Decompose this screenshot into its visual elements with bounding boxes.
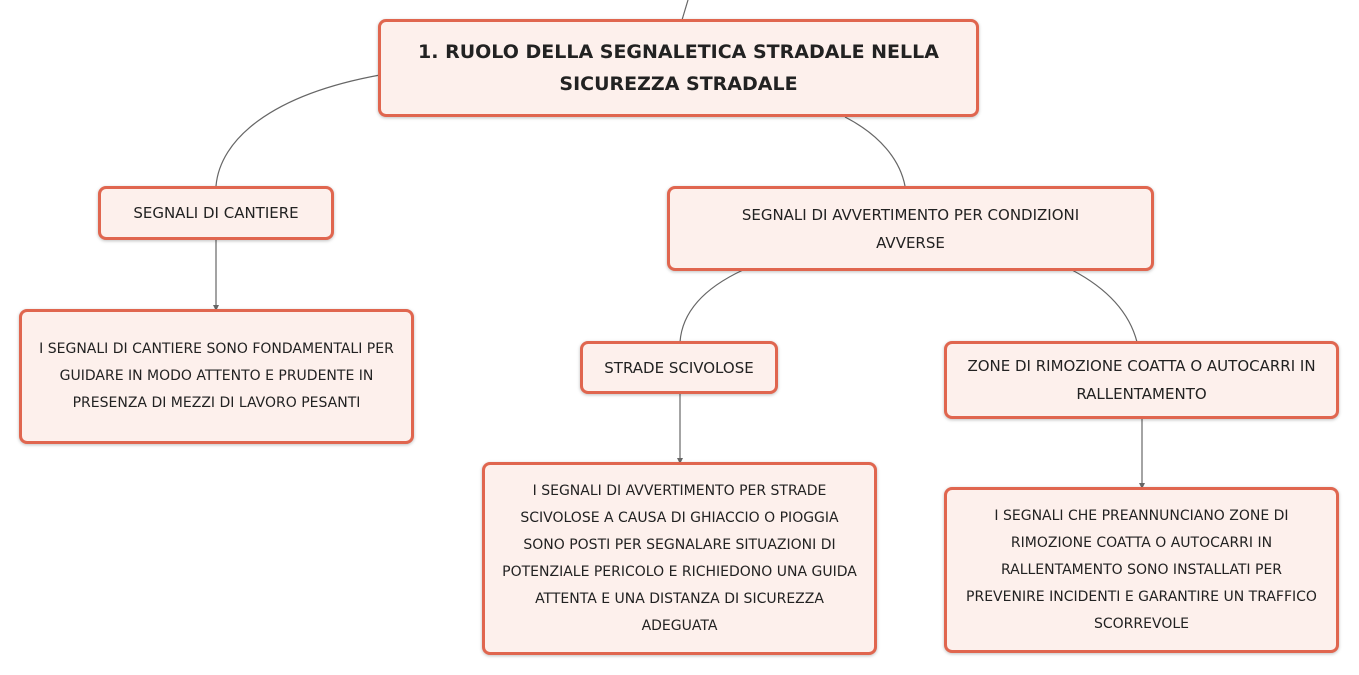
link-top-incoming (682, 0, 688, 20)
node-rimozione-detail[interactable] (944, 487, 1339, 653)
root-node[interactable] (378, 19, 979, 117)
node-scivolose-detail[interactable] (482, 462, 877, 655)
link-root-avvertimento (845, 117, 905, 186)
node-rimozione-detail-text: I SEGNALI CHE PREANNUNCIANO ZONE DI RIMOZIONE COATTA O AUTOCARRI IN RALLENTAMENTO SONO INSTALLATI PER PREVENIRE INCIDENTI E GARANTIRE UN TRAFFICO SCORREVOLE (966, 507, 1317, 632)
node-cantiere-detail[interactable] (19, 309, 414, 444)
node-scivolose-detail-text: I SEGNALI DI AVVERTIMENTO PER STRADE SCIVOLOSE A CAUSA DI GHIACCIO O PIOGGIA SONO POSTI PER SEGNALARE SITUAZIONI DI POTENZIALE PERICOLO E RICHIEDONO UNA GUIDA ATTENTA E UNA DISTANZA DI SICUREZZA ADEGUATA (502, 482, 857, 634)
node-zone-rimozione-label: ZONE DI RIMOZIONE COATTA O AUTOCARRI IN RALLENTAMENTO (967, 357, 1316, 403)
node-zone-rimozione[interactable] (944, 341, 1339, 419)
root-label: 1. RUOLO DELLA SEGNALETICA STRADALE NELLA SICUREZZA STRADALE (418, 41, 939, 95)
node-cantiere-detail-text: I SEGNALI DI CANTIERE SONO FONDAMENTALI PER GUIDARE IN MODO ATTENTO E PRUDENTE IN PRESENZA DI MEZZI DI LAVORO PESANTI (39, 341, 394, 411)
link-avvertimento-rimozione (1072, 270, 1137, 342)
node-segnali-avvertimento-label: SEGNALI DI AVVERTIMENTO PER CONDIZIONI AVVERSE (741, 205, 1080, 252)
link-root-cantiere (216, 75, 380, 186)
link-avvertimento-scivolose (680, 270, 743, 342)
node-segnali-cantiere-label: SEGNALI DI CANTIERE (133, 204, 299, 222)
node-strade-scivolose-label: STRADE SCIVOLOSE (604, 358, 754, 377)
node-strade-scivolose[interactable] (580, 341, 778, 394)
node-segnali-avvertimento[interactable] (667, 186, 1154, 271)
node-segnali-cantiere[interactable] (98, 186, 334, 240)
